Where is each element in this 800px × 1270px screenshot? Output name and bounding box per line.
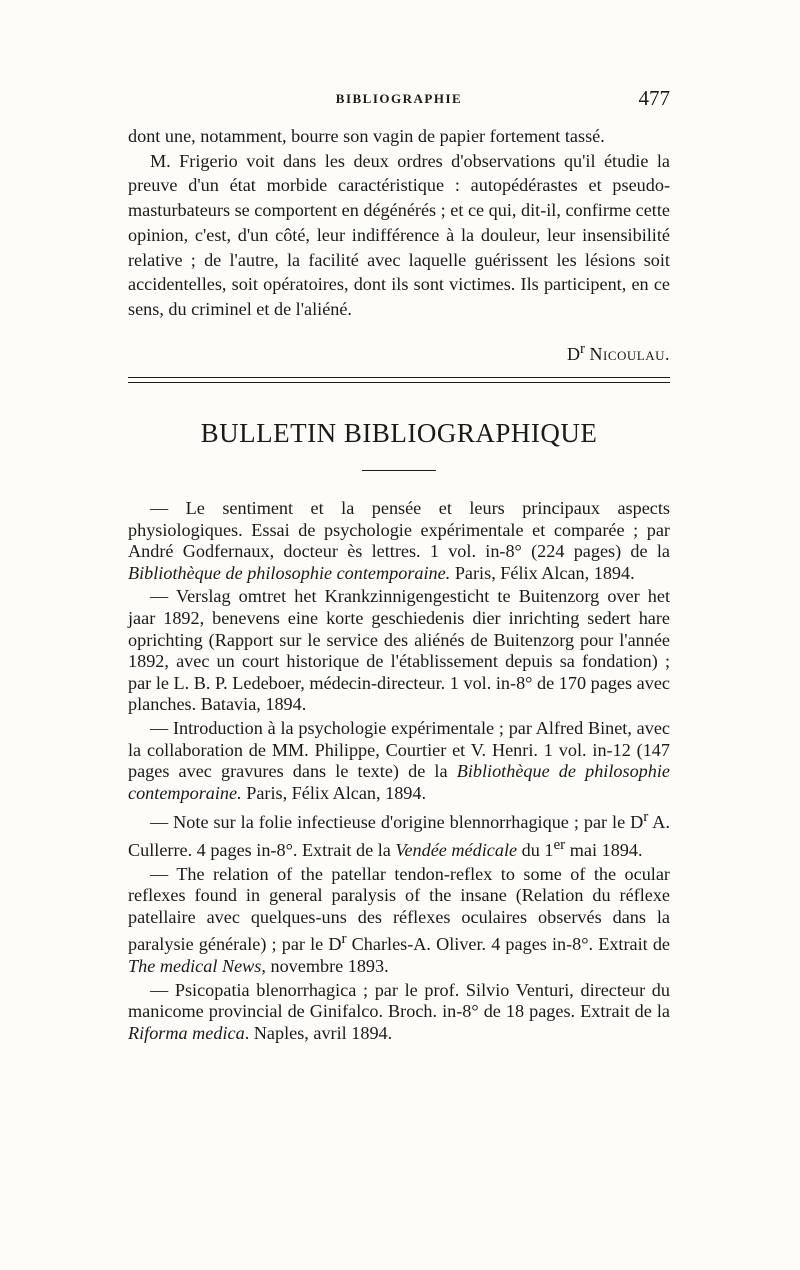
signature-title: D bbox=[567, 344, 580, 364]
bulletin-entry: — Introduction à la psychologie expérimentale ; par Alfred Binet, avec la collaboration de MM. Philippe, Courtier et V. Henri. 1 vol. in-12 (147 pages avec gravures dans le texte) de la Bibliothèque de philosophie contemporaine. Paris, Félix Alcan, 1894. bbox=[128, 717, 670, 803]
bulletin-entry: — Note sur la folie infectieuse d'origine blennorrhagique ; par le $D^r$ A. Cullerre. 4 pages in-8°. Extrait de la Vendée médicale du 1er mai 1894. bbox=[128, 808, 670, 861]
double-rule-bottom bbox=[128, 382, 670, 383]
running-title: BIBLIOGRAPHIE bbox=[335, 91, 463, 106]
title-underline bbox=[362, 470, 436, 471]
bulletin-entries bbox=[128, 498, 670, 1046]
signature-title-sup: r bbox=[580, 341, 585, 357]
review-line-1: dont une, notamment, bourre son vagin de papier fortement tassé. bbox=[128, 126, 605, 146]
double-rule-top bbox=[128, 377, 670, 378]
signature-name: Nicoulau. bbox=[589, 344, 670, 364]
review-signature bbox=[128, 341, 670, 365]
bulletin-entry: — Le sentiment et la pensée et leurs principaux aspects physiologiques. Essai de psychologie expérimentale et comparée ; par André Godfernaux, docteur ès lettres. 1 vol. in-8° (224 pages) de la Bibliothèque de philosophie contemporaine. Paris, Félix Alcan, 1894. bbox=[128, 498, 670, 583]
running-head bbox=[128, 88, 670, 110]
bulletin-entry: — Psicopatia blenorrhagica ; par le prof. Silvio Venturi, directeur du manicome provincial de Ginifalco. Broch. in-8° de 18 pages. Extrait de la Riforma medica. Naples, avril 1894. bbox=[128, 979, 670, 1043]
review-paragraph-2: M. Frigerio voit dans les deux ordres d'observations qu'il étudie la preuve d'un état morbide caractéristique : autopédérastes et pseudo-masturbateurs se comportent en dégénérés ; et ce qui, dit-il, confirme cette opinion, c'est, d'un côté, leur indifférence à la douleur, leur insensibilité relative ; de l'autre, la facilité avec laquelle guérissent les lésions soit accidentelles, soit opératoires, dont ils sont victimes. Ils participent, en ce sens, du criminel et de l'aliéné. bbox=[128, 150, 670, 319]
section-title: BULLETIN BIBLIOGRAPHIQUE bbox=[200, 418, 598, 448]
bulletin-entry: — Verslag omtret het Krankzinnigengesticht te Buitenzorg over het jaar 1892, benevens eine korte geschiedenis dier inrichting sedert hare oprichting (Rapport sur le service des aliénés de Buitenzorg pour l'année 1892, avec un court historique de l'établissement depuis sa fondation) ; par le L. B. P. Ledeboer, médecin-directeur. 1 vol. in-8° de 170 pages avec planches. Batavia, 1894. bbox=[128, 586, 670, 715]
review-continuation bbox=[128, 124, 670, 322]
bulletin-entry: — The relation of the patellar tendon-reflex to some of the ocular reflexes found in general paralysis of the insane (Relation du réflexe patellaire avec quelques-uns des réflexes oculaires observés dans la paralysie générale) ; par le $D^r$ Charles-A. Oliver. 4 pages in-8°. Extrait de The medical News, novembre 1893. bbox=[128, 863, 670, 977]
page-number: 477 bbox=[638, 86, 670, 110]
